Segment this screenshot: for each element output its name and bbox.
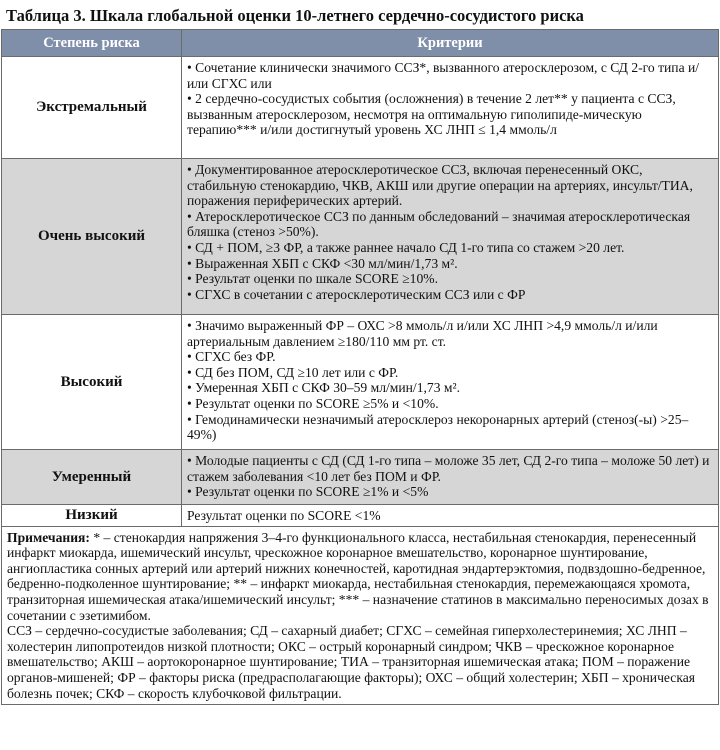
header-criteria: Критерии: [182, 30, 719, 57]
criteria-item: • Умеренная ХБП с СКФ 30–59 мл/мин/1,73 м².: [187, 380, 460, 396]
row-very-high: [2, 159, 719, 315]
criteria-item: • Молодые пациенты с СД (СД 1-го типа – моложе 35 лет, СД 2-го типа – моложе 50 лет) и стажем заболевания <10 лет без ПОМ и ФР.: [187, 453, 710, 484]
criteria-item: • Сочетание клинически значимого ССЗ*, вызванного атеросклерозом, с СД 2-го типа и/или СГХС или: [187, 60, 700, 91]
criteria-item: • Документированное атеросклеротическое ССЗ, включая перенесенный ОКС, стабильную стенокардию, ЧКВ, АКШ или другие операции на артериях, инсульт/ТИА, поражения периферических артерий.: [187, 162, 693, 209]
risk-table: [1, 29, 719, 705]
criteria-item: • Выраженная ХБП с СКФ <30 мл/мин/1,73 м².: [187, 255, 458, 271]
criteria-item: • Результат оценки по SCORE ≥5% и <10%.: [187, 395, 439, 411]
criteria-low: [182, 505, 719, 527]
notes-text: * – стенокардия напряжения 3–4-го функционального класса, нестабильная стенокардия, перенесенный инфаркт миокарда, ишемический инсульт, чрескожное коронарное вмешательство, коронарное шунтирование, ангиопластика сонных артерий или артерий нижних конечностей, каротидная эндартерэктомия, подвздошно-бедренное, бедренно-подколенное шунтирование; ** – инфаркт миокарда, нестабильная стенокардия, перемежающаяся хромота, транзиторная ишемическая атака/ишемический инсульт; *** – назначение статинов в максимально переносимых дозах в сочетании с эзетимибом.: [7, 529, 709, 623]
abbreviations-text: ССЗ – сердечно-сосудистые заболевания; СД – сахарный диабет; СГХС – семейная гиперхолестеринемия; ХС ЛНП – холестерин липопротеидов низкой плотности; ОКС – острый коронарный синдром; ЧКВ – чрескожное коронарное вмешательство; АКШ – аортокоронарное шунтирование; ТИА – транзиторная ишемическая атака; ПОМ – поражение органов-мишеней; ФР – факторы риска (предрасполагающие факторы); ОХС – общий холестерин; ХБП – хроническая болезнь почек; СКФ – скорость клубочковой фильтрации.: [7, 623, 696, 701]
criteria-item: • Значимо выраженный ФР – ОХС >8 ммоль/л и/или ХС ЛНП >4,9 ммоль/л и/или артериальным давлением ≥180/110 мм рт. ст.: [187, 318, 658, 349]
criteria-item: • СГХС без ФР.: [187, 349, 276, 365]
criteria-item: • Гемодинамически незначимый атеросклероз некоронарных артерий (стеноз(-ы) >25–49%): [187, 411, 689, 443]
table-title: Таблица 3. Шкала глобальной оценки 10-летнего сердечно-сосудистого риска: [6, 6, 584, 25]
criteria-very-high: [182, 159, 719, 315]
risk-level-low: Низкий: [2, 505, 182, 527]
criteria-moderate: [182, 450, 719, 505]
notes-cell: [2, 526, 719, 705]
criteria-item: Результат оценки по SCORE <1%: [187, 508, 381, 523]
risk-level-high: Высокий: [2, 315, 182, 450]
row-extreme: [2, 57, 719, 159]
notes-label: Примечания:: [7, 529, 90, 545]
criteria-item: • СГХС в сочетании с атеросклеротическим ССЗ или с ФР: [187, 286, 526, 302]
criteria-extreme: [182, 57, 719, 159]
criteria-item: • Атеросклеротическое ССЗ по данным обследований – значимая атеросклеротическая бляшка (стеноз >50%).: [187, 208, 691, 240]
risk-level-extreme: Экстремальный: [2, 57, 182, 159]
header-risk-level: Степень риска: [2, 30, 182, 57]
criteria-item: • 2 сердечно-сосудистых события (осложнения) в течение 2 лет** у пациента с ССЗ, вызванным атеросклерозом, несмотря на оптимальную гиполипиде-мическую терапию*** и/или достигнутый уровень ХС ЛНП ≤ 1,4 ммоль/л: [187, 91, 676, 138]
row-low: [2, 505, 719, 527]
criteria-item: • СД без ПОМ, СД ≥10 лет или с ФР.: [187, 364, 399, 380]
row-moderate: [2, 450, 719, 505]
table-header-row: [2, 30, 719, 57]
criteria-high: [182, 315, 719, 450]
notes-row: [2, 526, 719, 705]
criteria-item: • Результат оценки по шкале SCORE ≥10%.: [187, 271, 438, 287]
criteria-item: • СД + ПОМ, ≥3 ФР, а также раннее начало СД 1-го типа со стажем >20 лет.: [187, 239, 625, 255]
risk-level-very-high: Очень высокий: [2, 159, 182, 315]
row-high: [2, 315, 719, 450]
criteria-item: • Результат оценки по SCORE ≥1% и <5%: [187, 484, 429, 500]
risk-level-moderate: Умеренный: [2, 450, 182, 505]
